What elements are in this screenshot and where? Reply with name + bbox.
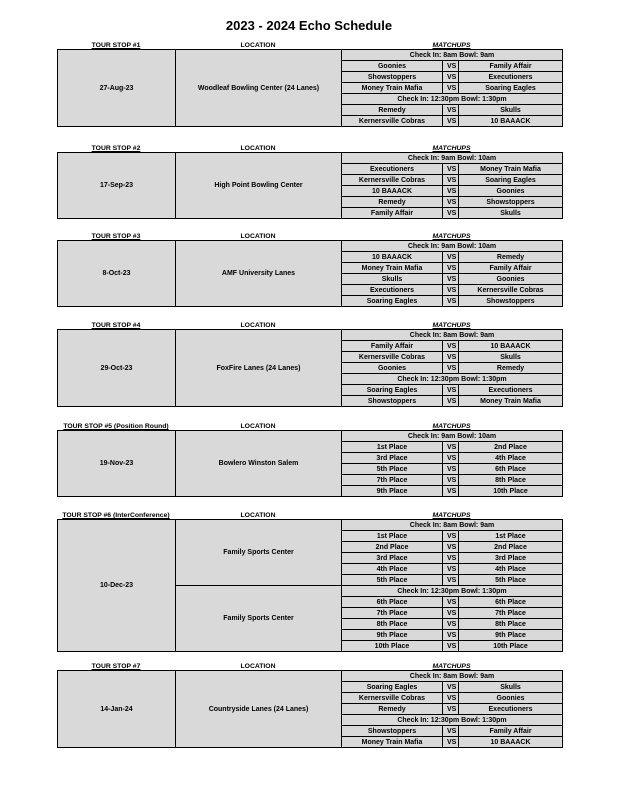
matchups-header: MATCHUPS — [432, 512, 471, 519]
location-header: LOCATION — [240, 322, 276, 329]
vs-label: VS — [443, 726, 459, 737]
matchups-header: MATCHUPS — [432, 233, 471, 240]
home-team: 3rd Place — [342, 453, 443, 464]
checkin-time: Check In: 8am Bowl: 9am — [342, 520, 563, 531]
away-team: Skulls — [459, 208, 563, 219]
vs-label: VS — [443, 186, 459, 197]
matchups-header: MATCHUPS — [432, 423, 471, 430]
away-team: 6th Place — [459, 597, 563, 608]
location-header: LOCATION — [240, 145, 276, 152]
away-team: Skulls — [459, 105, 563, 116]
away-team: 10th Place — [459, 486, 563, 497]
home-team: Soaring Eagles — [342, 682, 443, 693]
vs-label: VS — [443, 630, 459, 641]
tour-stop-header — [57, 141, 562, 152]
away-team: Skulls — [459, 682, 563, 693]
tour-date: 27-Aug-23 — [58, 50, 176, 127]
tour-stop-header — [57, 419, 562, 430]
vs-label: VS — [443, 608, 459, 619]
vs-label: VS — [443, 197, 459, 208]
vs-label: VS — [443, 83, 459, 94]
vs-label: VS — [443, 597, 459, 608]
location-name: AMF University Lanes — [176, 241, 342, 307]
checkin-time: Check In: 9am Bowl: 10am — [342, 431, 563, 442]
matchups-header: MATCHUPS — [432, 322, 471, 329]
away-team: 6th Place — [459, 464, 563, 475]
location-header: LOCATION — [240, 233, 276, 240]
checkin-row — [58, 241, 563, 252]
location-name: Woodleaf Bowling Center (24 Lanes) — [176, 50, 342, 127]
location-name: Countryside Lanes (24 Lanes) — [176, 671, 342, 748]
vs-label: VS — [443, 296, 459, 307]
home-team: Showstoppers — [342, 726, 443, 737]
tour-stop — [57, 419, 562, 497]
tour-stop — [57, 141, 562, 219]
away-team: Soaring Eagles — [459, 83, 563, 94]
checkin-time: Check In: 9am Bowl: 10am — [342, 241, 563, 252]
away-team: Family Affair — [459, 61, 563, 72]
location-name: Bowlero Winston Salem — [176, 431, 342, 497]
tour-stop-label: TOUR STOP #7 — [91, 663, 141, 670]
vs-label: VS — [443, 442, 459, 453]
away-team: Showstoppers — [459, 197, 563, 208]
matchup-table — [57, 430, 563, 497]
matchups-header: MATCHUPS — [432, 42, 471, 49]
away-team: Soaring Eagles — [459, 175, 563, 186]
home-team: Remedy — [342, 105, 443, 116]
home-team: 7th Place — [342, 475, 443, 486]
home-team: 3rd Place — [342, 553, 443, 564]
matchups-header: MATCHUPS — [432, 145, 471, 152]
away-team: 8th Place — [459, 475, 563, 486]
home-team: 9th Place — [342, 486, 443, 497]
home-team: Executioners — [342, 164, 443, 175]
vs-label: VS — [443, 263, 459, 274]
away-team: Kernersville Cobras — [459, 285, 563, 296]
vs-label: VS — [443, 274, 459, 285]
away-team: Remedy — [459, 252, 563, 263]
matchup-table — [57, 49, 563, 127]
home-team: Soaring Eagles — [342, 296, 443, 307]
away-team: 4th Place — [459, 453, 563, 464]
home-team: 6th Place — [342, 597, 443, 608]
home-team: Kernersville Cobras — [342, 693, 443, 704]
checkin-row — [58, 50, 563, 61]
vs-label: VS — [443, 396, 459, 407]
tour-stop — [57, 659, 562, 748]
vs-label: VS — [443, 252, 459, 263]
home-team: Showstoppers — [342, 72, 443, 83]
away-team: 3rd Place — [459, 553, 563, 564]
matchups-header: MATCHUPS — [432, 663, 471, 670]
vs-label: VS — [443, 352, 459, 363]
vs-label: VS — [443, 175, 459, 186]
matchup-table — [57, 670, 563, 748]
away-team: 2nd Place — [459, 442, 563, 453]
checkin-row — [58, 330, 563, 341]
home-team: Executioners — [342, 285, 443, 296]
checkin-time: Check In: 12:30pm Bowl: 1:30pm — [342, 715, 563, 726]
away-team: Executioners — [459, 704, 563, 715]
away-team: 10 BAAACK — [459, 737, 563, 748]
checkin-time: Check In: 8am Bowl: 9am — [342, 50, 563, 61]
checkin-time: Check In: 12:30pm Bowl: 1:30pm — [342, 374, 563, 385]
matchup-table — [57, 329, 563, 407]
away-team: Skulls — [459, 352, 563, 363]
vs-label: VS — [443, 363, 459, 374]
vs-label: VS — [443, 737, 459, 748]
location-header: LOCATION — [240, 42, 276, 49]
away-team: Money Train Mafia — [459, 396, 563, 407]
home-team: Remedy — [342, 197, 443, 208]
home-team: Kernersville Cobras — [342, 352, 443, 363]
vs-label: VS — [443, 164, 459, 175]
tour-stop — [57, 508, 562, 652]
home-team: 5th Place — [342, 464, 443, 475]
tour-stop-label: TOUR STOP #5 (Position Round) — [63, 423, 169, 430]
home-team: Goonies — [342, 61, 443, 72]
home-team: Money Train Mafia — [342, 83, 443, 94]
away-team: 10th Place — [459, 641, 563, 652]
home-team: Kernersville Cobras — [342, 175, 443, 186]
tour-date: 19-Nov-23 — [58, 431, 176, 497]
location-header: LOCATION — [240, 663, 276, 670]
vs-label: VS — [443, 208, 459, 219]
away-team: 8th Place — [459, 619, 563, 630]
away-team: Executioners — [459, 385, 563, 396]
away-team: Goonies — [459, 186, 563, 197]
vs-label: VS — [443, 116, 459, 127]
home-team: 10 BAAACK — [342, 186, 443, 197]
away-team: 5th Place — [459, 575, 563, 586]
away-team: Showstoppers — [459, 296, 563, 307]
tour-stop-label: TOUR STOP #6 (InterConference) — [62, 512, 170, 519]
home-team: 7th Place — [342, 608, 443, 619]
tour-stop-header — [57, 508, 562, 519]
location-name: Family Sports Center — [176, 520, 342, 586]
home-team: Family Affair — [342, 341, 443, 352]
home-team: 1st Place — [342, 442, 443, 453]
tour-date: 17-Sep-23 — [58, 153, 176, 219]
home-team: 5th Place — [342, 575, 443, 586]
vs-label: VS — [443, 385, 459, 396]
away-team: Family Affair — [459, 263, 563, 274]
home-team: 4th Place — [342, 564, 443, 575]
home-team: Remedy — [342, 704, 443, 715]
checkin-time: Check In: 8am Bowl: 9am — [342, 330, 563, 341]
checkin-row — [58, 671, 563, 682]
away-team: 10 BAAACK — [459, 116, 563, 127]
vs-label: VS — [443, 531, 459, 542]
vs-label: VS — [443, 72, 459, 83]
vs-label: VS — [443, 564, 459, 575]
location-header: LOCATION — [240, 512, 276, 519]
home-team: Family Affair — [342, 208, 443, 219]
tour-date: 29-Oct-23 — [58, 330, 176, 407]
vs-label: VS — [443, 341, 459, 352]
vs-label: VS — [443, 464, 459, 475]
away-team: 2nd Place — [459, 542, 563, 553]
tour-stop — [57, 318, 562, 407]
vs-label: VS — [443, 553, 459, 564]
tour-date: 14-Jan-24 — [58, 671, 176, 748]
tour-stop — [57, 38, 562, 127]
away-team: 7th Place — [459, 608, 563, 619]
tour-stop-label: TOUR STOP #1 — [91, 42, 141, 49]
away-team: 9th Place — [459, 630, 563, 641]
vs-label: VS — [443, 453, 459, 464]
away-team: 10 BAAACK — [459, 341, 563, 352]
tour-stop-label: TOUR STOP #3 — [91, 233, 141, 240]
checkin-row — [58, 431, 563, 442]
matchup-table — [57, 152, 563, 219]
matchup-table — [57, 240, 563, 307]
home-team: 2nd Place — [342, 542, 443, 553]
tour-date: 10-Dec-23 — [58, 520, 176, 652]
checkin-time: Check In: 8am Bowl: 9am — [342, 671, 563, 682]
vs-label: VS — [443, 575, 459, 586]
tour-stop-label: TOUR STOP #4 — [91, 322, 141, 329]
location-header: LOCATION — [240, 423, 276, 430]
page-title: 2023 - 2024 Echo Schedule — [225, 18, 393, 33]
away-team: Money Train Mafia — [459, 164, 563, 175]
home-team: 10th Place — [342, 641, 443, 652]
away-team: 1st Place — [459, 531, 563, 542]
vs-label: VS — [443, 693, 459, 704]
tour-stop-header — [57, 318, 562, 329]
vs-label: VS — [443, 105, 459, 116]
tour-date: 8-Oct-23 — [58, 241, 176, 307]
vs-label: VS — [443, 61, 459, 72]
home-team: 10 BAAACK — [342, 252, 443, 263]
tour-stop — [57, 229, 562, 307]
checkin-time: Check In: 12:30pm Bowl: 1:30pm — [342, 94, 563, 105]
away-team: Family Affair — [459, 726, 563, 737]
location-name: High Point Bowling Center — [176, 153, 342, 219]
location-name: FoxFire Lanes (24 Lanes) — [176, 330, 342, 407]
home-team: 8th Place — [342, 619, 443, 630]
home-team: Kernersville Cobras — [342, 116, 443, 127]
vs-label: VS — [443, 704, 459, 715]
vs-label: VS — [443, 619, 459, 630]
home-team: Soaring Eagles — [342, 385, 443, 396]
location-name: Family Sports Center — [176, 586, 342, 652]
away-team: Executioners — [459, 72, 563, 83]
home-team: Money Train Mafia — [342, 737, 443, 748]
tour-stop-header — [57, 229, 562, 240]
tour-stop-header — [57, 659, 562, 670]
home-team: 9th Place — [342, 630, 443, 641]
tour-stop-header — [57, 38, 562, 49]
home-team: Goonies — [342, 363, 443, 374]
away-team: Goonies — [459, 274, 563, 285]
home-team: Money Train Mafia — [342, 263, 443, 274]
away-team: 4th Place — [459, 564, 563, 575]
vs-label: VS — [443, 285, 459, 296]
matchup-table — [57, 519, 563, 652]
vs-label: VS — [443, 641, 459, 652]
away-team: Remedy — [459, 363, 563, 374]
tour-stop-label: TOUR STOP #2 — [91, 145, 141, 152]
vs-label: VS — [443, 542, 459, 553]
checkin-time: Check In: 9am Bowl: 10am — [342, 153, 563, 164]
vs-label: VS — [443, 475, 459, 486]
away-team: Goonies — [459, 693, 563, 704]
home-team: Skulls — [342, 274, 443, 285]
home-team: 1st Place — [342, 531, 443, 542]
checkin-row — [58, 153, 563, 164]
checkin-time: Check In: 12:30pm Bowl: 1:30pm — [342, 586, 563, 597]
home-team: Showstoppers — [342, 396, 443, 407]
vs-label: VS — [443, 682, 459, 693]
vs-label: VS — [443, 486, 459, 497]
checkin-row — [58, 520, 563, 531]
